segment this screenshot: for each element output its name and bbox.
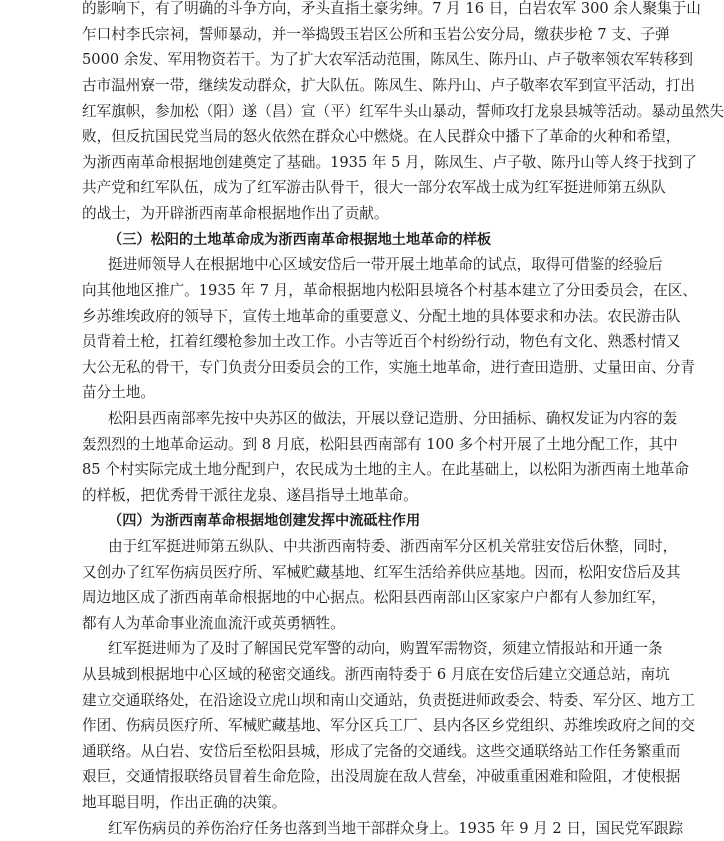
- text-line: 都有人为革命事业流血流汗或英勇牺牲。: [82, 615, 345, 632]
- text-line: 建立交通联络处，在沿途设立虎山坝和南山交通站，负责挺进师政委会、特委、军分区、地方工: [82, 692, 695, 709]
- text-line: 的影响下，有了明确的斗争方向，矛头直指土豪劣绅。7 月 16 日，白岩农军 300 余人聚集于山: [82, 0, 701, 17]
- text-line: 苗分土地。: [82, 384, 155, 401]
- section-heading: （四）为浙西南革命根据地创建发挥中流砥柱作用: [108, 513, 421, 529]
- text-line: 由于红军挺进师第五纵队、中共浙西南特委、浙西南军分区机关常驻安岱后休整，同时，: [108, 538, 678, 555]
- text-line: 通联络。从白岩、安岱后至松阳县城，形成了完备的交通线。这些交通联络站工作任务繁重而: [82, 743, 681, 760]
- text-line: 从县城到根据地中心区域的秘密交通线。浙西南特委于 6 月底在安岱后建立交通总站，南坑: [82, 666, 670, 683]
- text-line: 的样板，把优秀骨干派往龙泉、遂昌指导土地革命。: [82, 487, 418, 504]
- text-line: 大公无私的骨干，专门负责分田委员会的工作，实施土地革命，进行查田造册、丈量田亩、分青: [82, 359, 695, 376]
- text-line: 古市温州寮一带，继续发动群众，扩大队伍。陈凤生、陈丹山、卢子敬率农军到宣平活动，打出: [82, 77, 695, 94]
- text-line: 乡苏维埃政府的领导下，宣传土地革命的重要意义、分配土地的具体要求和办法。农民游击队: [82, 308, 681, 325]
- text-line: 红军旗帜，参加松（阳）遂（昌）宣（平）红军牛头山暴动，誓师攻打龙泉县城等活动。暴动虽然失: [82, 103, 724, 120]
- text-line: 乍口村李氏宗祠，誓师暴动，并一举捣毁玉岩区公所和玉岩公安分局，缴获步枪 7 支、子弹: [82, 26, 670, 43]
- text-line: 挺进师领导人在根据地中心区域安岱后一带开展土地革命的试点，取得可借鉴的经验后: [108, 256, 663, 273]
- text-line: 轰烈烈的土地革命运动。到 8 月底，松阳县西南部有 100 多个村开展了土地分配工作，其中: [82, 436, 678, 453]
- text-line: 员背着土枪，扛着红缨枪参加土改工作。小吉等近百个村纷纷行动，物色有文化、熟悉村情又: [82, 333, 681, 350]
- text-line: 向其他地区推广。1935 年 7 月，革命根据地内松阳县境各个村基本建立了分田委员会，在区、: [82, 282, 697, 299]
- text-line: 共产党和红军队伍，成为了红军游击队骨干，很大一部分农军战士成为红军挺进师第五纵队: [82, 179, 666, 196]
- text-line: 的战士，为开辟浙西南革命根据地作出了贡献。: [82, 205, 389, 222]
- text-line: 5000 余发、军用物资若干。为了扩大农军活动范围，陈凤生、陈丹山、卢子敬率领农军转移到: [82, 51, 693, 68]
- text-line: 败，但反抗国民党当局的怒火依然在群众心中燃烧。在人民群众中播下了革命的火种和希望，: [82, 128, 681, 145]
- text-line: 艰巨，交通情报联络员冒着生命危险，出没周旋在敌人营垒，冲破重重困难和险阻，才使根据: [82, 768, 681, 785]
- text-line: 为浙西南革命根据地创建奠定了基础。1935 年 5 月，陈凤生、卢子敬、陈丹山等人终于找到了: [82, 154, 697, 171]
- text-line: 红军伤病员的养伤治疗任务也落到当地干部群众身上。1935 年 9 月 2 日，国民党军跟踪: [108, 820, 684, 837]
- text-line: 红军挺进师为了及时了解国民党军警的动向，购置军需物资，须建立情报站和开通一条: [108, 640, 663, 657]
- text-line: 作团、伤病员医疗所、军械贮藏基地、军分区兵工厂、县内各区乡党组织、苏维埃政府之间的交: [82, 717, 695, 734]
- section-heading: （三）松阳的土地革命成为浙西南革命根据地土地革命的样板: [108, 232, 492, 248]
- text-line: 85 个村实际完成土地分配到户，农民成为土地的主人。在此基础上，以松阳为浙西南土地革命: [82, 461, 689, 478]
- text-line: 地耳聪目明，作出正确的决策。: [82, 794, 287, 811]
- text-line: 周边地区成了浙西南革命根据地的中心据点。松阳县西南部山区家家户户都有人参加红军，: [82, 589, 666, 606]
- text-line: 又创办了红军伤病员医疗所、军械贮藏基地、红军生活给养供应基地。因而，松阳安岱后及其: [82, 564, 681, 581]
- text-line: 松阳县西南部率先按中央苏区的做法，开展以登记造册、分田插标、确权发证为内容的轰: [108, 410, 678, 427]
